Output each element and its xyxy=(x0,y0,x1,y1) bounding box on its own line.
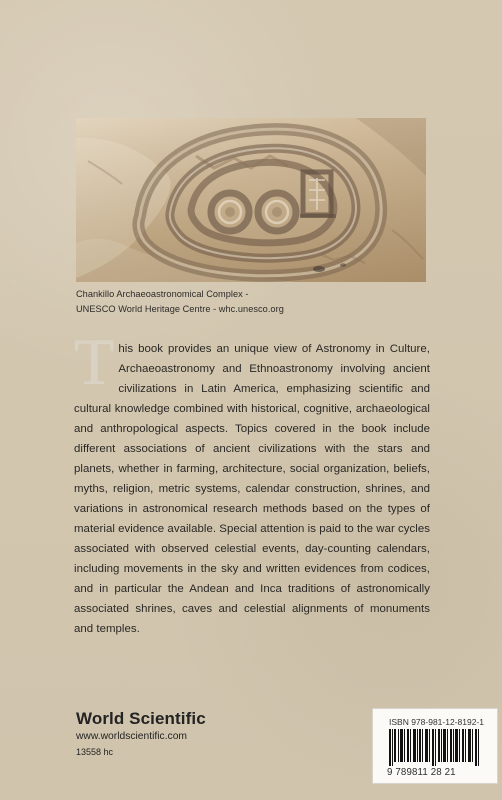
publisher-website: www.worldscientific.com xyxy=(76,731,188,742)
aerial-photo xyxy=(76,118,426,282)
book-description xyxy=(74,326,430,639)
publisher-block xyxy=(76,709,266,758)
barcode-digits: 9 789811 28 21 xyxy=(387,767,456,778)
isbn-label: ISBN 978-981-12-8192-1 xyxy=(389,717,484,727)
barcode-graphic xyxy=(389,729,481,766)
caption-line-2: UNESCO World Heritage Centre - whc.unesco.org xyxy=(76,304,284,314)
caption-line-1: Chankillo Archaeoastronomical Complex - xyxy=(76,289,249,299)
photo-caption xyxy=(76,287,406,317)
catalog-code: 13558 hc xyxy=(76,747,114,757)
publisher-name: World Scientific xyxy=(76,709,206,728)
description-text: his book provides an unique view of Astronomy in Culture, Archaeoastronomy and Ethnoastronomy involving ancient civilizations in Latin America, emphasizing scientific and cultural knowledge combined with historical, cognitive, archaeological and anthropological aspects. Topics covered in the book include different associations of ancient civilizations with the stars and planets, whether in farming, architecture, social organization, beliefs, myths, religion, metric systems, calendar construction, shrines, and variations in astronomical research methods based on the types of material evidence available. Special attention is paid to the war cycles associated with observed celestial events, day-counting calendars, including movements in the sky and written evidences from codices, and in particular the Andean and Inca traditions of astronomically associated shrines, caves and celestial alignments of monuments and temples. xyxy=(74,343,430,635)
isbn-barcode xyxy=(372,708,498,784)
drop-cap: T xyxy=(74,326,115,399)
chankillo-aerial-image xyxy=(76,118,426,282)
